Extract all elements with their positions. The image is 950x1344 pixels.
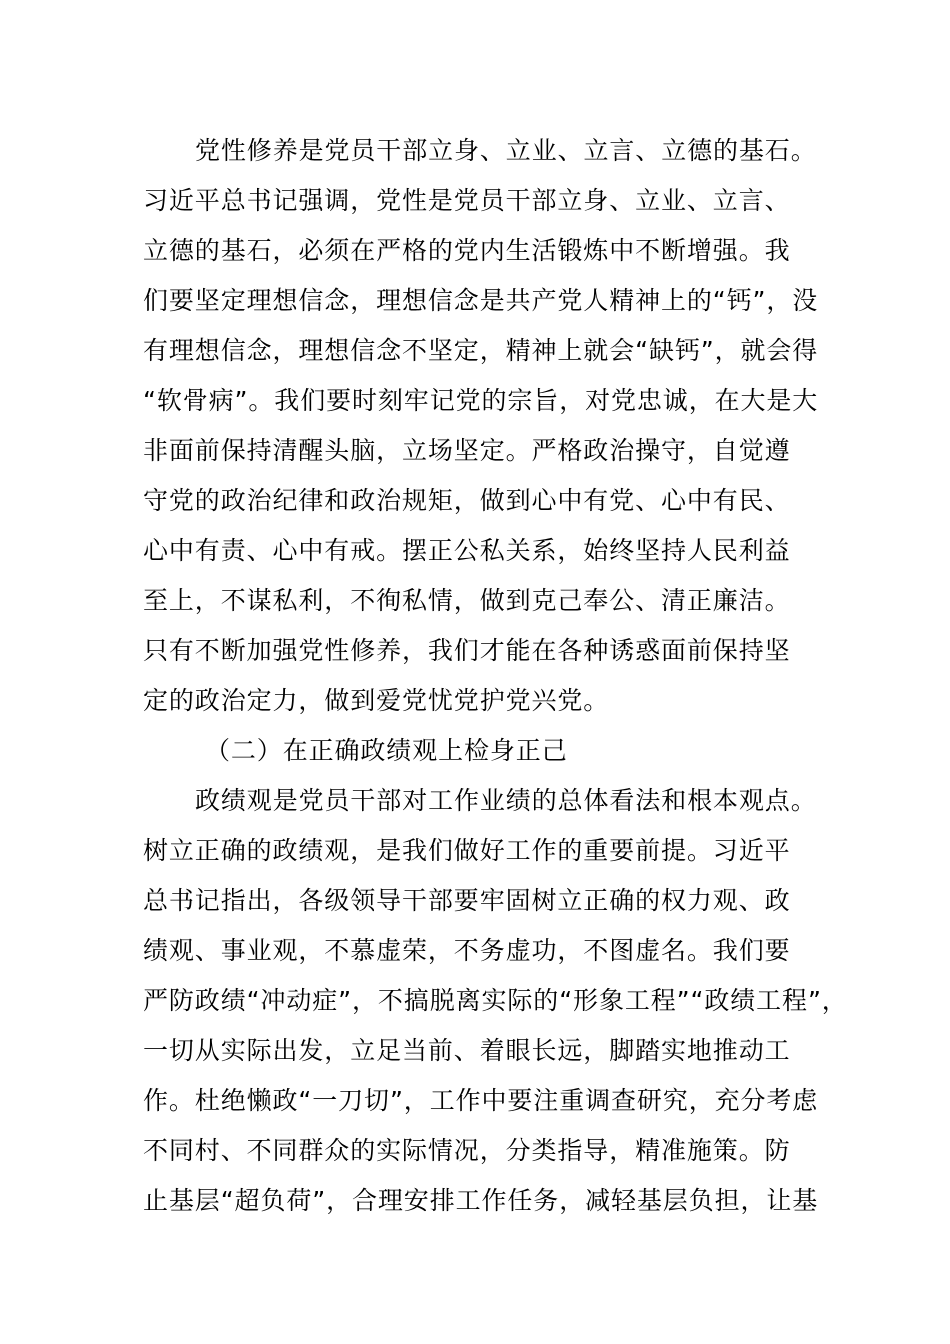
text-line: 一切从实际出发，立足当前、着眼长远，脚踏实地推动工: [143, 1036, 791, 1065]
text-line: 党性修养是党员干部立身、立业、立言、立德的基石。: [195, 136, 817, 165]
text-line: 习近平总书记强调，党性是党员干部立身、立业、立言、: [143, 186, 791, 215]
paragraph-party-spirit: [143, 126, 819, 726]
text-line: 至上，不谋私利，不徇私情，做到克己奉公、清正廉洁。: [143, 586, 791, 615]
text-line: 政绩观是党员干部对工作业绩的总体看法和根本观点。: [195, 786, 817, 815]
document-body: [143, 126, 848, 1226]
text-line: 不同村、不同群众的实际情况，分类指导，精准施策。防: [143, 1136, 791, 1165]
text-line: 止基层“超负荷”，合理安排工作任务，减轻基层负担，让基: [143, 1186, 819, 1215]
text-line: 树立正确的政绩观，是我们做好工作的重要前提。习近平: [143, 836, 791, 865]
text-line: 立德的基石，必须在严格的党内生活锻炼中不断增强。我: [143, 236, 791, 265]
text-line: 严防政绩“冲动症”，不搞脱离实际的“形象工程”“政绩工程”，: [143, 986, 848, 1015]
text-line: 总书记指出，各级领导干部要牢固树立正确的权力观、政: [143, 886, 791, 915]
section-heading: （二）在正确政绩观上检身正己: [205, 736, 568, 765]
text-line: “软骨病”。我们要时刻牢记党的宗旨，对党忠诚，在大是大: [143, 386, 819, 415]
text-line: 心中有责、心中有戒。摆正公私关系，始终坚持人民利益: [143, 536, 791, 565]
text-line: 只有不断加强党性修养，我们才能在各种诱惑面前保持坚: [143, 636, 791, 665]
paragraph-performance-view: [143, 776, 848, 1226]
text-line: 守党的政治纪律和政治规矩，做到心中有党、心中有民、: [143, 486, 791, 515]
text-line: 绩观、事业观，不慕虚荣，不务虚功，不图虚名。我们要: [143, 936, 791, 965]
text-line: 们要坚定理想信念，理想信念是共产党人精神上的“钙”，没: [143, 286, 819, 315]
text-line: 定的政治定力，做到爱党忧党护党兴党。: [143, 686, 610, 715]
text-line: 作。杜绝懒政“一刀切”，工作中要注重调查研究，充分考虑: [143, 1086, 819, 1115]
text-line: 有理想信念，理想信念不坚定，精神上就会“缺钙”，就会得: [143, 336, 819, 365]
text-line: 非面前保持清醒头脑，立场坚定。严格政治操守，自觉遵: [143, 436, 791, 465]
